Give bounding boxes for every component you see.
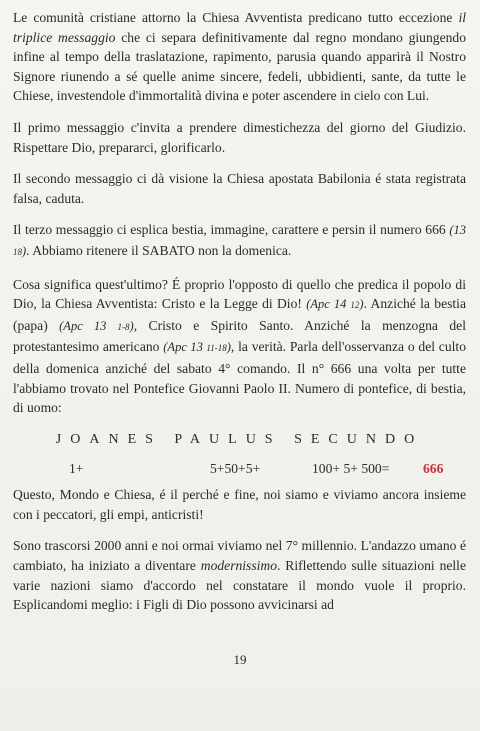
paragraph-7 [13, 536, 466, 614]
text-run: Cosa significa quest'ultimo? É proprio l'opposto di quello che predica il popolo di Dio, la Chiesa Avventista: Cristo e la Legge di Dio! [13, 276, 466, 312]
scripture-reference: (Apc 14 12) [306, 297, 364, 312]
sum-result: 666 [423, 461, 444, 477]
paragraph-3: Il secondo messaggio ci dà visione la Chiesa apostata Babilonia é stata registrata falsa, caduta. [13, 171, 466, 206]
italic-word: modernissimo [200, 558, 278, 574]
scripture-reference: (13 18) [13, 223, 466, 258]
sum-part-3: 100+ 5+ 500= [312, 461, 390, 477]
sum-part-1: 1+ [69, 461, 84, 477]
text-run: Sono trascorsi 2000 anni e noi ormai viviamo nel 7° millennio. L'andazzo umano é cambiato, ha iniziato a diventare [13, 538, 466, 574]
text-run: . Anziché la bestia (papa) [13, 296, 466, 333]
page-number: 19 [233, 652, 247, 667]
scripture-reference: (Apc 13 1-8) [59, 318, 134, 333]
text-run: , la verità. Parla dell'osservanza o del culto della domenica anziché del sabato 4° comando. Il n° 666 una volta per tutte l'abbiamo trovato nel Pontefice Giovanni Paolo II. Numero di pontefice, di bestia, di uomo: [13, 339, 466, 416]
paragraph-6: Questo, Mondo e Chiesa, é il perché e fine, noi siamo e viviamo ancora insieme con i peccatori, gli empi, anticristi! [13, 487, 466, 522]
latin-papal-name: JOANES PAULUS SECUNDO [55, 431, 424, 447]
text-run: che ci separa definitivamente dal regno mondano giungendo infine al tempo della traslatazione, rapimento, parusia quando apparirà il Nostro Signore riunendo a sé quelle anime sincere, fedeli, ubbidienti, sante, da tutte le Chiese, investendole d'immortalità divina e poter ascendere in cielo con Lui. [13, 29, 466, 104]
sum-part-2: 5+50+5+ [210, 461, 261, 477]
text-run: . Abbiamo ritenere il SABATO non la domenica. [26, 242, 292, 258]
text-run: Le comunità cristiane attorno la Chiesa Avventista predicano tutto eccezione [13, 10, 459, 25]
paragraph-5 [13, 275, 466, 418]
paragraph-4 [13, 220, 466, 262]
numeric-sum-row [13, 459, 466, 481]
text-run: . Riflettendo sulle situazioni nelle varie nazioni siamo d'accordo nel constatare il mondo vuole il proprio. Esplicandomi meglio: i Figli di Dio possono avvicinarsi ad [13, 558, 466, 613]
paragraph-2: Il primo messaggio c'invita a prendere dimestichezza del giorno del Giudizio. Rispettare Dio, prepararci, glorificarlo. [13, 119, 466, 155]
italic-phrase: il triplice messaggio [13, 10, 466, 45]
text-run: Il terzo messaggio ci esplica bestia, immagine, carattere e persin il numero 666 [13, 222, 450, 238]
paragraph-1 [13, 8, 466, 106]
text-run: , Cristo e Spirito Santo. Anziché la menzogna del protestantesimo americano [13, 317, 466, 355]
scripture-reference: (Apc 13 11-18) [163, 340, 231, 355]
